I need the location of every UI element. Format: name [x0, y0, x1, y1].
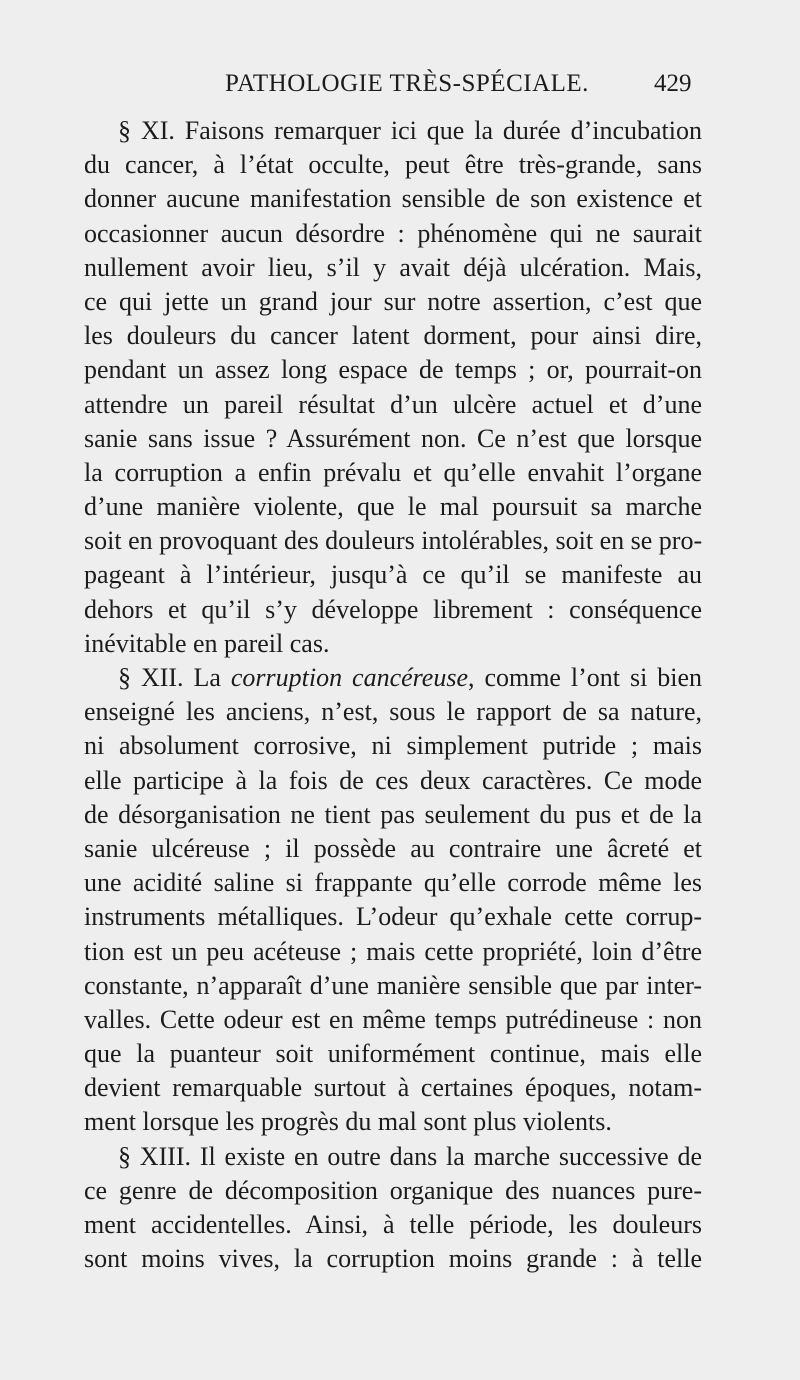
text-line: de désorganisation ne tient pas seulement du pus et de la [84, 799, 702, 829]
text-line: § XIII. Il existe en outre dans la marche successive de [118, 1141, 702, 1171]
text-line: sanie ulcéreuse ; il possède au contraire une âcreté et [84, 833, 702, 863]
text-line: constante, n’apparaît d’une manière sensible que par inter- [84, 970, 702, 1000]
paragraph-xi [84, 114, 702, 661]
text-line: soit en provoquant des douleurs intolérables, soit en se pro- [84, 526, 703, 556]
text-line: ment accidentelles. Ainsi, à telle période, les douleurs [84, 1210, 702, 1239]
text-line: ni absolument corrosive, ni simplement putride ; mais [84, 731, 702, 761]
text-line: la corruption a enfin prévalu et qu’elle envahit l’organe [84, 457, 702, 487]
line-end: , comme l’ont si bien [468, 663, 703, 692]
text-line-with-italic [84, 661, 702, 695]
paragraph-xii [84, 661, 702, 1140]
text-line: du cancer, à l’état occulte, peut être très-grande, sans [84, 150, 702, 180]
text-line: enseigné les anciens, n’est, sous le rapport de sa nature, [84, 697, 702, 727]
text-line: ment lorsque les progrès du mal sont plus violents. [84, 1107, 612, 1137]
italic-phrase: corruption cancéreuse [230, 663, 468, 692]
text-line: attendre un pareil résultat d’un ulcère actuel et d’une [84, 389, 702, 419]
text-line: pendant un assez long espace de temps ; or, pourrait-on [84, 355, 702, 385]
running-title: PATHOLOGIE TRÈS-SPÉCIALE. [225, 70, 589, 97]
text-line: les douleurs du cancer latent dorment, pour ainsi dire, [84, 321, 702, 351]
text-line: une acidité saline si frappante qu’elle corrode même les [84, 868, 702, 898]
text-line: pageant à l’intérieur, jusqu’à ce qu’il se manifeste au [84, 560, 702, 590]
text-line: devient remarquable surtout à certaines époques, notam- [84, 1073, 702, 1103]
text-line: ce qui jette un grand jour sur notre assertion, c’est que [84, 286, 702, 316]
text-line: sont moins vives, la corruption moins grande : à telle [84, 1244, 702, 1274]
text-line: que la puanteur soit uniformément continue, mais elle [84, 1039, 702, 1069]
text-line: sanie sans issue ? Assurément non. Ce n’est que lorsque [84, 423, 702, 453]
line-start: § XII. La [118, 663, 221, 692]
page-number: 429 [654, 70, 692, 97]
body-text [84, 114, 702, 1276]
text-line: elle participe à la fois de ces deux caractères. Ce mode [84, 765, 702, 795]
text-line: inévitable en pareil cas. [84, 628, 330, 658]
text-line: § XI. Faisons remarquer ici que la durée d’incubation [118, 116, 702, 145]
running-head [0, 70, 800, 106]
text-line: nullement avoir lieu, s’il y avait déjà ulcération. Mais, [84, 252, 702, 282]
text-line: donner aucune manifestation sensible de son existence et [84, 184, 702, 214]
text-line: d’une manière violente, que le mal poursuit sa marche [84, 492, 702, 522]
text-line: occasionner aucun désordre : phénomène qui ne saurait [84, 218, 702, 248]
paragraph-xiii [84, 1140, 702, 1277]
text-line: tion est un peu acéteuse ; mais cette propriété, loin d’être [84, 936, 702, 966]
text-line: instruments métalliques. L’odeur qu’exhale cette corrup- [84, 902, 702, 932]
text-line: valles. Cette odeur est en même temps putrédineuse : non [84, 1004, 702, 1034]
text-line: ce genre de décomposition organique des nuances pure- [84, 1175, 702, 1205]
text-line: dehors et qu’il s’y développe librement : conséquence [84, 594, 702, 624]
